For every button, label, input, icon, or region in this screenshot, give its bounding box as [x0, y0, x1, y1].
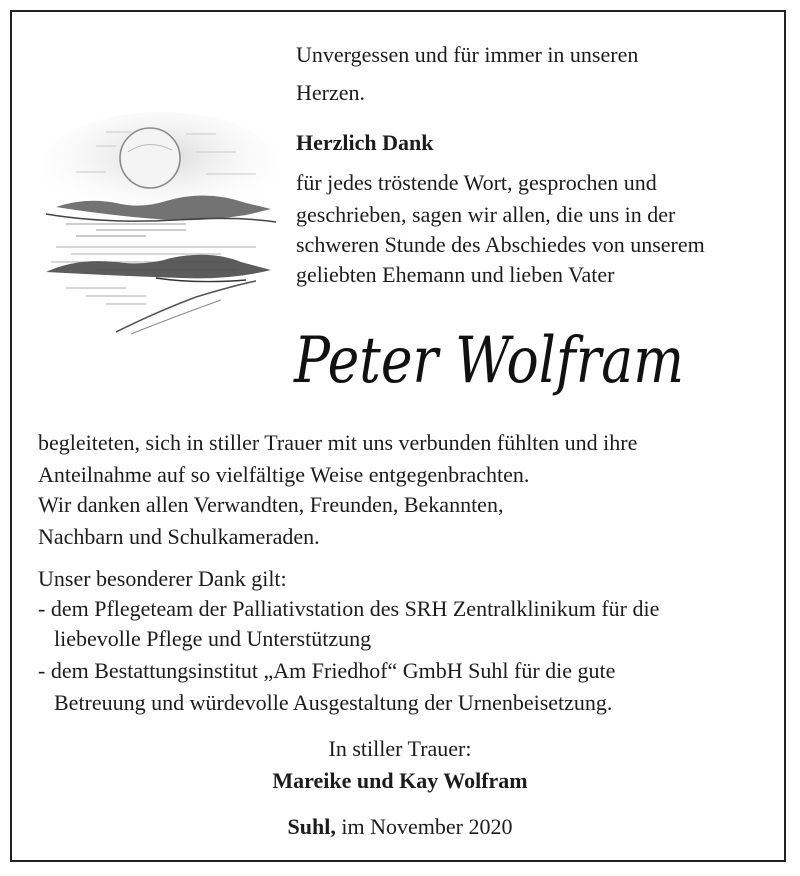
body-line-2: Anteilnahme auf so vielfältige Weise entgegenbrachten.: [38, 462, 530, 487]
deceased-name: Peter Wolfram: [293, 324, 684, 398]
special-item-1-line-2: liebevolle Pflege und Unterstützung: [54, 626, 372, 651]
place-date: [0, 812, 800, 842]
body-line-4: Nachbarn und Schulkameraden.: [38, 524, 320, 549]
thanks-line-2: geschrieben, sagen wir allen, die uns in der: [296, 202, 676, 227]
special-item-2-line-2: Betreuung und würdevolle Ausgestaltung der Urnenbeisetzung.: [54, 690, 613, 715]
special-intro: Unser besonderer Dank gilt:: [38, 566, 287, 591]
mourning-line: In stiller Trauer:: [328, 736, 472, 761]
sun-over-sea-sketch-icon: [36, 112, 286, 342]
top-line-2: Herzen.: [296, 80, 366, 105]
special-item-1-line-1: - dem Pflegeteam der Palliativstation des SRH Zentralklinikum für die: [38, 596, 660, 621]
special-item-2-line-1: - dem Bestattungsinstitut „Am Friedhof“ GmbH Suhl für die gute: [38, 658, 616, 683]
thanks-line-4: geliebten Ehemann und lieben Vater: [296, 262, 615, 287]
deceased-name-signature: [286, 308, 696, 408]
place: Suhl,: [287, 814, 336, 839]
thanks-heading: Herzlich Dank: [296, 130, 434, 155]
date: im November 2020: [341, 814, 513, 839]
thanks-line-1: für jedes tröstende Wort, gesprochen und: [296, 170, 657, 195]
body-line-1: begleiteten, sich in stiller Trauer mit uns verbunden fühlten und ihre: [38, 430, 638, 455]
thanks-line-3: schweren Stunde des Abschiedes von unserem: [296, 232, 705, 257]
top-line-1: Unvergessen und für immer in unseren: [296, 42, 639, 67]
family-names: Mareike und Kay Wolfram: [272, 768, 528, 793]
body-line-3: Wir danken allen Verwandten, Freunden, Bekannten,: [38, 492, 504, 517]
